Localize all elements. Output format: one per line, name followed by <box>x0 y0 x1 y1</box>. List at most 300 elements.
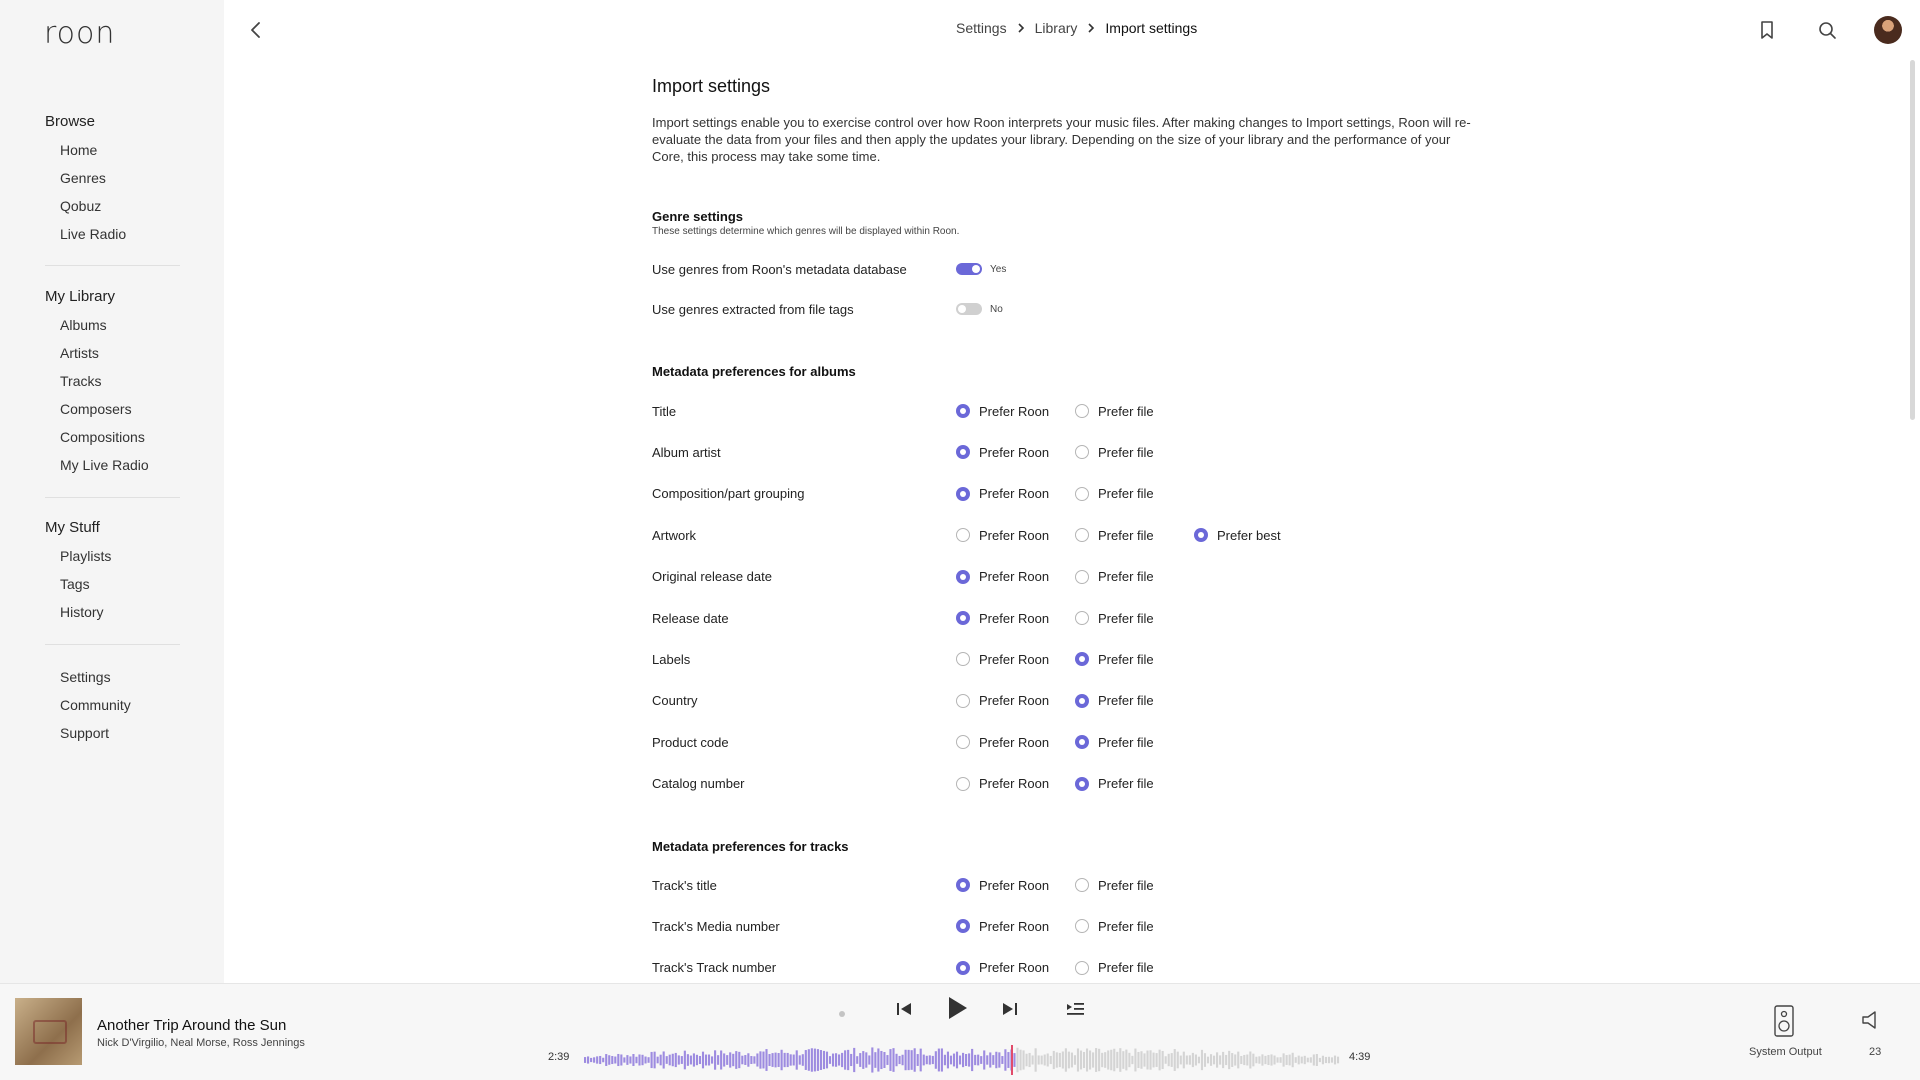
genre-section-subtitle: These settings determine which genres will be displayed within Roon. <box>652 226 960 237</box>
waveform-bar <box>775 1053 777 1068</box>
waveform-bar <box>796 1050 798 1069</box>
waveform-bar <box>905 1050 907 1070</box>
waveform-bar <box>1310 1057 1312 1062</box>
radio-label: Prefer Roon <box>979 693 1050 709</box>
radio-label: Prefer file <box>1098 527 1154 543</box>
sidebar-divider <box>45 497 180 498</box>
waveform-bar <box>778 1053 780 1067</box>
radio-button[interactable] <box>1075 652 1089 666</box>
metadata-row-release-date <box>652 606 1472 630</box>
waveform-bar <box>1119 1048 1121 1072</box>
radio-button[interactable] <box>956 528 970 542</box>
radio-label: Prefer file <box>1098 693 1154 709</box>
waveform-bar <box>998 1052 1000 1067</box>
search-button[interactable] <box>1815 18 1839 42</box>
stuff-section <box>45 514 180 626</box>
radio-button[interactable] <box>1194 528 1208 542</box>
waveform-bar <box>814 1049 816 1072</box>
waveform-bar <box>723 1053 725 1066</box>
waveform-bar <box>799 1055 801 1064</box>
previous-button[interactable] <box>894 999 914 1019</box>
queue-button[interactable] <box>1065 1000 1085 1018</box>
radio-option-prefer-file[interactable] <box>1075 960 1194 975</box>
radio-button[interactable] <box>956 919 970 933</box>
waveform-bar <box>923 1055 925 1066</box>
waveform-bar <box>747 1053 749 1066</box>
setting-label: Catalog number <box>652 776 745 792</box>
metadata-row-title <box>652 399 1472 423</box>
waveform-bar <box>868 1055 870 1064</box>
waveform-bar <box>753 1056 755 1063</box>
waveform-bar <box>693 1053 695 1066</box>
waveform-bar <box>920 1049 922 1072</box>
waveform-bar <box>1122 1051 1124 1069</box>
waveform-bar <box>1074 1055 1076 1065</box>
sidebar-item-tags[interactable]: Tags <box>60 576 90 592</box>
radio-button[interactable] <box>956 878 970 892</box>
waveform-bar <box>651 1052 653 1068</box>
setting-label: Title <box>652 403 677 419</box>
radio-option-prefer-file[interactable] <box>1075 776 1194 791</box>
sidebar-item-settings[interactable]: Settings <box>60 669 111 685</box>
waveform-bar <box>826 1052 828 1069</box>
waveform-bar <box>1207 1057 1209 1064</box>
radio-label: Prefer file <box>1098 734 1154 750</box>
waveform-bar <box>1134 1049 1136 1072</box>
radio-option-prefer-roon[interactable] <box>956 404 1075 419</box>
waveform-bar <box>735 1051 737 1069</box>
waveform-bar <box>1189 1055 1191 1064</box>
library-heading: My Library <box>45 288 116 305</box>
back-button[interactable] <box>244 18 268 42</box>
waveform-bar <box>1289 1055 1291 1066</box>
waveform-bar <box>608 1055 610 1065</box>
scrollbar[interactable] <box>1910 60 1915 420</box>
waveform-bar <box>1180 1056 1182 1065</box>
waveform-bar <box>635 1057 637 1063</box>
radio-option-prefer-roon[interactable] <box>956 652 1075 667</box>
radio-option-prefer-file[interactable] <box>1075 445 1194 460</box>
waveform-bar <box>744 1055 746 1065</box>
volume-button[interactable] <box>1860 1009 1882 1031</box>
sidebar-item-artists[interactable]: Artists <box>60 345 99 361</box>
metadata-row-country <box>652 689 1472 713</box>
waveform-bar <box>771 1053 773 1067</box>
waveform-bar <box>971 1049 973 1071</box>
sidebar-item-history[interactable]: History <box>60 604 104 620</box>
player-bar <box>0 983 1920 1080</box>
waveform-bar <box>617 1054 619 1066</box>
sidebar-item-my-live-radio[interactable]: My Live Radio <box>60 457 149 473</box>
genre-setting-row <box>652 297 1472 321</box>
radio-label: Prefer Roon <box>979 960 1050 976</box>
waveform-bar <box>992 1055 994 1065</box>
radio-label: Prefer file <box>1098 610 1154 626</box>
waveform-bar <box>962 1053 964 1067</box>
radio-label: Prefer file <box>1098 877 1154 893</box>
waveform-bar <box>741 1056 743 1065</box>
sidebar-item-tracks[interactable]: Tracks <box>60 373 102 389</box>
queue-icon <box>1065 1000 1085 1018</box>
waveform-bar <box>862 1051 864 1069</box>
waveform-bar <box>590 1058 592 1062</box>
waveform-bar <box>678 1055 680 1064</box>
misc-section <box>45 663 180 747</box>
waveform-bar <box>1044 1055 1046 1066</box>
waveform-bar <box>1225 1055 1227 1065</box>
metadata-row-track-s-title <box>652 873 1472 897</box>
radio-button[interactable] <box>1075 487 1089 501</box>
waveform-bar <box>1065 1048 1067 1071</box>
waveform-bar <box>1146 1051 1148 1070</box>
toggle-state-label: Yes <box>990 263 1007 275</box>
roon-logo[interactable]: roon <box>44 16 116 51</box>
radio-option-prefer-roon[interactable] <box>956 878 1075 893</box>
sidebar-item-compositions[interactable]: Compositions <box>60 429 145 445</box>
radio-label: Prefer file <box>1098 651 1154 667</box>
metadata-row-labels <box>652 647 1472 671</box>
radio-button[interactable] <box>1075 528 1089 542</box>
radio-label: Prefer best <box>1217 527 1281 543</box>
waveform-bar <box>877 1048 879 1071</box>
tracks-section-title: Metadata preferences for tracks <box>652 839 849 854</box>
waveform-bar <box>1192 1053 1194 1067</box>
setting-label: Artwork <box>652 527 697 543</box>
setting-label: Album artist <box>652 444 721 460</box>
waveform-bar <box>899 1056 901 1064</box>
waveform-bar <box>1089 1050 1091 1069</box>
waveform-bar <box>844 1050 846 1069</box>
waveform-bar <box>1059 1053 1061 1067</box>
waveform-bar <box>1159 1050 1161 1071</box>
setting-label: Use genres extracted from file tags <box>652 301 854 317</box>
next-button[interactable] <box>1000 999 1020 1019</box>
radio-option-prefer-roon[interactable] <box>956 960 1075 975</box>
waveform-bar <box>708 1055 710 1066</box>
radio-button[interactable] <box>956 404 970 418</box>
setting-label: Country <box>652 693 698 709</box>
radio-label: Prefer file <box>1098 569 1154 585</box>
waveform-bar <box>620 1054 622 1065</box>
waveform-bar <box>805 1050 807 1070</box>
radio-label: Prefer Roon <box>979 877 1050 893</box>
waveform-bar <box>889 1049 891 1071</box>
browse-heading: Browse <box>45 113 96 130</box>
previous-icon <box>894 999 914 1019</box>
waveform-bar <box>1137 1052 1139 1068</box>
total-time: 4:39 <box>1349 1051 1371 1063</box>
waveform-bar <box>596 1056 598 1063</box>
radio-mode-button[interactable] <box>837 1006 847 1016</box>
waveform-bar <box>781 1050 783 1070</box>
radio-button[interactable] <box>956 652 970 666</box>
breadcrumb-settings[interactable]: Settings <box>956 20 1007 36</box>
dot-icon <box>837 1009 847 1019</box>
waveform-bar <box>1128 1053 1130 1067</box>
waveform-bar <box>1168 1054 1170 1066</box>
waveform-bar <box>1149 1050 1151 1069</box>
radio-option-prefer-file[interactable] <box>1075 878 1194 893</box>
toggle-state-label: No <box>990 303 1003 315</box>
waveform-bar <box>841 1053 843 1067</box>
waveform-bar <box>1283 1053 1285 1066</box>
waveform-bar <box>986 1055 988 1064</box>
waveform-bar <box>1029 1053 1031 1067</box>
waveform-bar <box>1125 1050 1127 1071</box>
track-artist[interactable]: Nick D'Virgilio, Neal Morse, Ross Jennings <box>97 1037 305 1049</box>
waveform-bar <box>838 1054 840 1065</box>
output-label[interactable]: System Output <box>1749 1046 1822 1058</box>
waveform-bar <box>1307 1058 1309 1063</box>
waveform-bar <box>1304 1056 1306 1064</box>
radio-button[interactable] <box>1075 445 1089 459</box>
output-button[interactable] <box>1773 1005 1795 1037</box>
sidebar-item-genres[interactable]: Genres <box>60 170 106 186</box>
waveform-bar <box>917 1054 919 1066</box>
waveform-bar <box>926 1056 928 1064</box>
waveform-bar <box>1143 1053 1145 1066</box>
radio-label: Prefer Roon <box>979 651 1050 667</box>
radio-option-prefer-roon[interactable] <box>956 776 1075 791</box>
radio-button[interactable] <box>956 445 970 459</box>
waveform-bar <box>1186 1056 1188 1065</box>
waveform-bar <box>1237 1052 1239 1069</box>
waveform-bar <box>1249 1051 1251 1068</box>
radio-option-prefer-file[interactable] <box>1075 652 1194 667</box>
albums-section-title: Metadata preferences for albums <box>652 364 856 379</box>
radio-option-prefer-roon[interactable] <box>956 486 1075 501</box>
play-button[interactable] <box>943 994 971 1022</box>
waveform-bar <box>1240 1056 1242 1064</box>
waveform-bar <box>935 1051 937 1069</box>
waveform-bar <box>599 1056 601 1064</box>
waveform-bar <box>871 1047 873 1072</box>
radio-button[interactable] <box>1075 570 1089 584</box>
radio-button[interactable] <box>1075 694 1089 708</box>
waveform-bar <box>759 1051 761 1068</box>
waveform-bar <box>629 1056 631 1063</box>
bookmark-button[interactable] <box>1755 18 1779 42</box>
waveform-bar <box>1162 1051 1164 1069</box>
metadata-row-track-s-media-number <box>652 914 1472 938</box>
album-art[interactable] <box>15 998 82 1065</box>
radio-label: Prefer Roon <box>979 486 1050 502</box>
waveform-bar <box>1004 1049 1006 1070</box>
waveform-bar <box>717 1055 719 1065</box>
metadata-row-original-release-date <box>652 565 1472 589</box>
radio-button[interactable] <box>956 487 970 501</box>
waveform-bar <box>932 1056 934 1064</box>
bookmark-icon <box>1755 18 1779 42</box>
waveform-bar <box>977 1055 979 1066</box>
sidebar <box>0 0 224 983</box>
radio-option-prefer-file[interactable] <box>1075 486 1194 501</box>
waveform-bar <box>1210 1054 1212 1066</box>
radio-option-prefer-roon[interactable] <box>956 919 1075 934</box>
genre-section-title: Genre settings <box>652 209 744 224</box>
waveform-bar <box>784 1053 786 1067</box>
radio-option-prefer-file[interactable] <box>1075 693 1194 708</box>
radio-option-prefer-file[interactable] <box>1075 611 1194 626</box>
next-icon <box>1000 999 1020 1019</box>
browse-section <box>45 108 180 248</box>
waveform-bar <box>947 1052 949 1069</box>
radio-button[interactable] <box>956 777 970 791</box>
radio-button[interactable] <box>1075 611 1089 625</box>
stuff-heading: My Stuff <box>45 519 100 536</box>
waveform-bar <box>1131 1056 1133 1064</box>
speaker-icon <box>1773 1005 1795 1037</box>
waveform-bar <box>956 1052 958 1069</box>
sidebar-item-albums[interactable]: Albums <box>60 317 107 333</box>
radio-option-prefer-file[interactable] <box>1075 735 1194 750</box>
waveform-bar <box>1231 1053 1233 1067</box>
radio-label: Prefer Roon <box>979 918 1050 934</box>
radio-button[interactable] <box>956 611 970 625</box>
toggle-switch[interactable] <box>956 263 982 275</box>
waveform-bar <box>726 1055 728 1065</box>
sidebar-item-playlists[interactable]: Playlists <box>60 548 112 564</box>
waveform-bar <box>829 1056 831 1064</box>
radio-label: Prefer Roon <box>979 403 1050 419</box>
page-title: Import settings <box>652 76 771 96</box>
waveform-bar <box>911 1050 913 1070</box>
waveform-seekbar[interactable] <box>584 1047 1340 1073</box>
waveform-bar <box>1053 1051 1055 1069</box>
radio-option-prefer-file[interactable] <box>1075 404 1194 419</box>
waveform-bar <box>850 1054 852 1066</box>
waveform-bar <box>853 1048 855 1072</box>
radio-option-prefer-roon[interactable] <box>956 445 1075 460</box>
sidebar-item-community[interactable]: Community <box>60 697 131 713</box>
setting-label: Release date <box>652 610 729 626</box>
waveform-bar <box>1319 1058 1321 1062</box>
radio-button[interactable] <box>1075 777 1089 791</box>
waveform-bar <box>817 1049 819 1071</box>
waveform-bar <box>1286 1055 1288 1065</box>
waveform-bar <box>808 1049 810 1071</box>
waveform-bar <box>660 1055 662 1066</box>
waveform-bar <box>1098 1049 1100 1071</box>
waveform-bar <box>762 1052 764 1069</box>
elapsed-time: 2:39 <box>548 1051 570 1063</box>
radio-button[interactable] <box>1075 735 1089 749</box>
radio-option-prefer-roon[interactable] <box>956 611 1075 626</box>
radio-option-prefer-file[interactable] <box>1075 919 1194 934</box>
waveform-bar <box>1171 1053 1173 1067</box>
setting-label: Composition/part grouping <box>652 486 805 502</box>
sidebar-item-home[interactable]: Home <box>60 142 98 158</box>
waveform-bar <box>1270 1054 1272 1065</box>
waveform-bar <box>1104 1052 1106 1068</box>
radio-button[interactable] <box>956 570 970 584</box>
radio-option-prefer-roon[interactable] <box>956 735 1075 750</box>
radio-option-prefer-roon[interactable] <box>956 569 1075 584</box>
search-icon <box>1815 18 1839 42</box>
waveform-bar <box>832 1054 834 1067</box>
waveform-bar <box>1228 1051 1230 1069</box>
waveform-bar <box>720 1050 722 1069</box>
waveform-bar <box>1277 1057 1279 1062</box>
waveform-bar <box>1325 1057 1327 1063</box>
radio-button[interactable] <box>956 735 970 749</box>
waveform-bar <box>1204 1053 1206 1067</box>
waveform-bar <box>883 1052 885 1068</box>
radio-button[interactable] <box>1075 919 1089 933</box>
waveform-bar <box>1246 1055 1248 1066</box>
waveform-bar <box>1016 1048 1018 1072</box>
waveform-bar <box>1026 1054 1028 1067</box>
waveform-bar <box>654 1052 656 1069</box>
waveform-bar <box>1001 1056 1003 1064</box>
waveform-bar <box>820 1050 822 1070</box>
breadcrumb-current: Import settings <box>1105 20 1198 36</box>
waveform-bar <box>1267 1055 1269 1065</box>
waveform-bar <box>995 1052 997 1068</box>
radio-button[interactable] <box>1075 878 1089 892</box>
radio-button[interactable] <box>956 961 970 975</box>
avatar[interactable] <box>1874 16 1902 44</box>
radio-label: Prefer file <box>1098 486 1154 502</box>
waveform-bar <box>702 1052 704 1069</box>
waveform-bar <box>823 1051 825 1069</box>
waveform-bar <box>1292 1053 1294 1067</box>
waveform-bar <box>1177 1052 1179 1069</box>
waveform-bar <box>644 1057 646 1064</box>
waveform-bar <box>865 1052 867 1067</box>
radio-button[interactable] <box>956 694 970 708</box>
sidebar-item-composers[interactable]: Composers <box>60 401 132 417</box>
waveform-bar <box>1153 1053 1155 1068</box>
back-icon <box>244 18 268 42</box>
radio-button[interactable] <box>1075 961 1089 975</box>
waveform-bar <box>914 1048 916 1071</box>
metadata-row-composition-part-grouping <box>652 482 1472 506</box>
toggle-switch[interactable] <box>956 303 982 315</box>
radio-label: Prefer file <box>1098 960 1154 976</box>
radio-option-prefer-best[interactable] <box>1194 528 1313 543</box>
radio-option-prefer-file[interactable] <box>1075 528 1194 543</box>
sidebar-item-live-radio[interactable]: Live Radio <box>60 226 127 242</box>
waveform-bar <box>669 1055 671 1066</box>
waveform-bar <box>953 1054 955 1067</box>
waveform-bar <box>1056 1052 1058 1067</box>
track-title[interactable]: Another Trip Around the Sun <box>97 1017 287 1034</box>
waveform-bar <box>1234 1054 1236 1065</box>
sidebar-item-support[interactable]: Support <box>60 725 110 741</box>
setting-label: Original release date <box>652 569 772 585</box>
waveform-bar <box>886 1055 888 1065</box>
waveform-bar <box>1216 1052 1218 1067</box>
waveform-bar <box>632 1054 634 1066</box>
waveform-bar <box>1261 1054 1263 1065</box>
radio-button[interactable] <box>1075 404 1089 418</box>
breadcrumb-library[interactable]: Library <box>1034 20 1078 36</box>
playhead[interactable] <box>1011 1045 1013 1075</box>
waveform-bar <box>1071 1053 1073 1068</box>
radio-option-prefer-file[interactable] <box>1075 569 1194 584</box>
waveform-bar <box>941 1048 943 1071</box>
waveform-bar <box>1337 1057 1339 1064</box>
waveform-bar <box>602 1058 604 1063</box>
radio-option-prefer-roon[interactable] <box>956 693 1075 708</box>
waveform-bar <box>765 1049 767 1071</box>
sidebar-item-qobuz[interactable]: Qobuz <box>60 198 102 214</box>
waveform-bar <box>732 1054 734 1066</box>
radio-label: Prefer file <box>1098 444 1154 460</box>
radio-option-prefer-roon[interactable] <box>956 528 1075 543</box>
waveform-bar <box>1113 1049 1115 1072</box>
